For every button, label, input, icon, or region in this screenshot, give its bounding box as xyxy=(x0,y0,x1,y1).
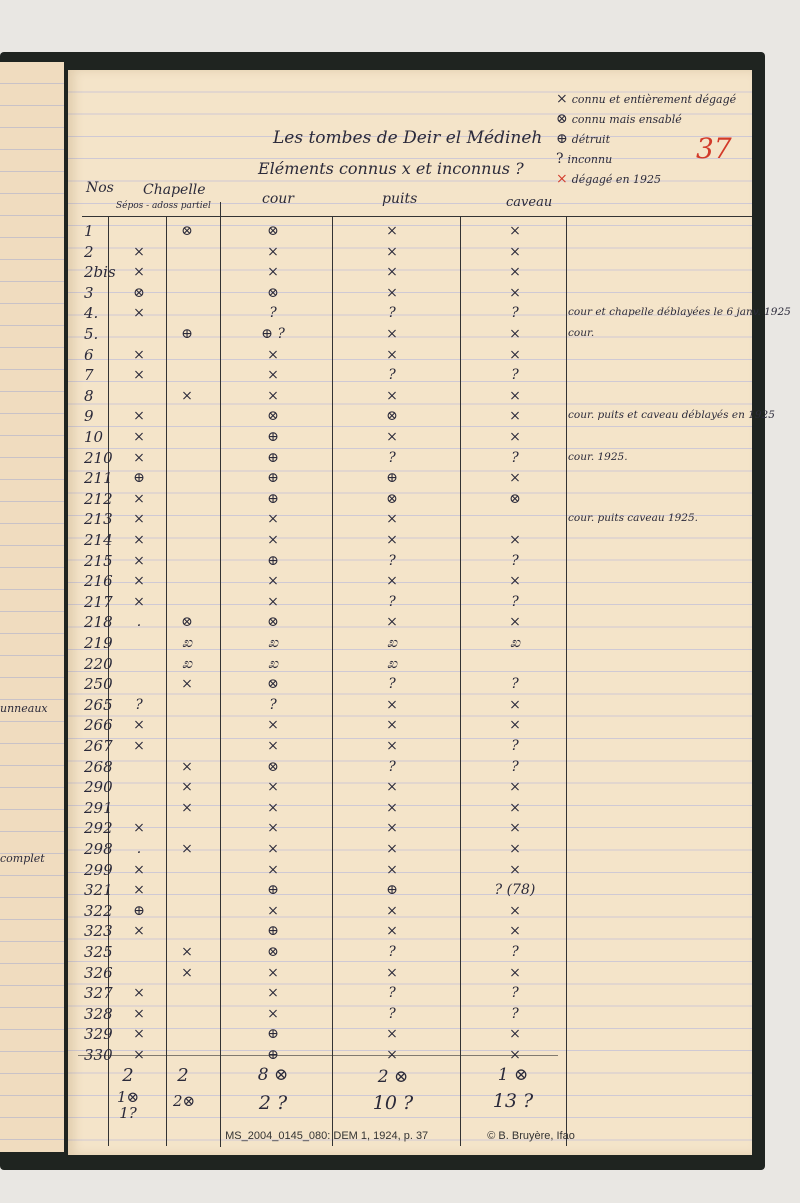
cell-cour: × xyxy=(267,861,279,878)
total-puits-inconnu: 10 ? xyxy=(372,1092,414,1114)
tomb-number: 325 xyxy=(84,943,113,961)
cell-puits: × xyxy=(386,573,398,590)
left-margin-note-1: unneaux xyxy=(0,702,48,715)
header-chapelle-sub: Sépos - adoss partiel xyxy=(116,201,211,211)
cell-cour: × xyxy=(267,964,279,981)
total-cour-inconnu: 2 ? xyxy=(258,1092,288,1114)
cell-cour: × xyxy=(267,367,279,384)
cell-c1: × xyxy=(133,429,145,445)
col-rule-cour xyxy=(332,216,333,1146)
cell-cour: ⊗ xyxy=(267,284,279,301)
cell-puits: ⊗ xyxy=(386,408,398,425)
cell-cour: ⊕ xyxy=(267,429,279,445)
cell-c1: . xyxy=(136,614,142,631)
cell-puits: × xyxy=(386,346,398,363)
cell-caveau: ⊗ xyxy=(509,490,521,507)
cell-caveau: ? xyxy=(511,552,519,569)
tomb-number: 267 xyxy=(84,737,113,755)
cell-cour: ? xyxy=(269,305,277,322)
row-note: cour. puits et caveau déblayés en 1925 xyxy=(568,409,775,422)
row-note: cour. xyxy=(568,327,595,339)
cell-c2: ⊗ xyxy=(181,614,193,631)
legend-text: connu et entièrement dégagé xyxy=(571,93,737,106)
cell-puits: ? xyxy=(388,305,396,322)
cell-puits: ಖ xyxy=(386,655,398,672)
cell-cour: ⊕ xyxy=(267,1026,279,1043)
legend-item xyxy=(556,88,736,107)
legend-item xyxy=(556,128,610,147)
cell-puits: × xyxy=(386,861,398,878)
row-note: cour. puits caveau 1925. xyxy=(568,512,698,525)
total-caveau-ensable: 1 ⊗ xyxy=(497,1065,529,1085)
row-note: cour et chapelle déblayées le 6 janv. 1925 xyxy=(568,306,791,319)
legend-mark-icon: × xyxy=(556,171,568,187)
total-caveau-inconnu: 13 ? xyxy=(492,1090,534,1112)
cell-c1: × xyxy=(133,305,145,322)
tomb-number: 291 xyxy=(84,798,113,817)
cell-puits: × xyxy=(386,964,398,981)
cell-caveau: × xyxy=(509,470,521,487)
cell-cour: × xyxy=(267,779,279,796)
cell-caveau: ? xyxy=(511,676,519,693)
cell-puits: ⊕ xyxy=(386,470,398,487)
cell-caveau: ? xyxy=(511,305,519,322)
cell-c1: × xyxy=(133,449,145,466)
tomb-number: 322 xyxy=(84,901,113,920)
cell-c1: × xyxy=(133,264,145,281)
cell-puits: × xyxy=(386,923,398,940)
legend-mark-icon: ⊗ xyxy=(556,111,568,127)
cell-cour: ⊗ xyxy=(267,408,279,425)
tomb-number: 8 xyxy=(84,386,94,405)
header-chapelle: Chapelle xyxy=(143,182,206,198)
cell-c1: × xyxy=(133,408,145,425)
cell-caveau: × xyxy=(509,696,521,713)
cell-puits: × xyxy=(386,223,398,239)
cell-puits: × xyxy=(386,387,398,404)
cell-cour: × xyxy=(267,346,279,363)
cell-caveau: ? xyxy=(511,593,519,610)
cell-puits: × xyxy=(386,841,398,857)
tomb-number: 299 xyxy=(84,860,113,879)
cell-puits: × xyxy=(386,243,398,260)
tomb-number: 292 xyxy=(84,819,113,838)
cell-cour: ⊕ xyxy=(267,882,279,899)
cell-puits: × xyxy=(386,696,398,713)
cell-c2: × xyxy=(181,964,193,981)
cell-cour: ಖ xyxy=(267,635,279,651)
cell-puits: ? xyxy=(388,758,396,775)
tomb-number: 2bis xyxy=(84,263,116,282)
cell-puits: × xyxy=(386,429,398,445)
row-note: cour. 1925. xyxy=(568,450,628,463)
tomb-number: 5. xyxy=(84,325,99,343)
header-cour: cour xyxy=(262,191,294,207)
cell-c1: × xyxy=(133,552,145,569)
cell-cour: ಖ xyxy=(267,655,279,672)
cell-cour: ⊕ xyxy=(267,470,279,487)
cell-puits: ? xyxy=(388,593,396,610)
cell-cour: × xyxy=(267,573,279,590)
cell-puits: × xyxy=(386,284,398,301)
cell-cour: × xyxy=(267,1005,279,1022)
tomb-number: 214 xyxy=(84,531,113,549)
cell-cour: × xyxy=(267,717,279,734)
page-number: 37 xyxy=(696,132,732,165)
tomb-number: 266 xyxy=(84,716,113,735)
cell-caveau: × xyxy=(509,923,521,940)
cell-c1: × xyxy=(133,882,145,899)
tomb-number: 323 xyxy=(84,922,113,941)
tomb-number: 220 xyxy=(84,654,113,673)
cell-caveau: × xyxy=(509,346,521,363)
cell-puits: × xyxy=(386,1026,398,1043)
cell-puits: × xyxy=(386,779,398,796)
cell-c1: × xyxy=(133,511,145,528)
cell-cour: ⊕ xyxy=(267,490,279,507)
tomb-number: 6 xyxy=(84,345,94,364)
tomb-number: 210 xyxy=(84,448,113,467)
total-cour-ensable: 8 ⊗ xyxy=(257,1065,289,1085)
cell-caveau: ? xyxy=(511,758,519,775)
cell-c2: × xyxy=(181,387,193,404)
cell-c1: . xyxy=(136,841,142,857)
total-puits-ensable: 2 ⊗ xyxy=(377,1067,409,1087)
cell-c1: × xyxy=(133,1026,145,1043)
cell-caveau: × xyxy=(509,902,521,919)
cell-c1: ⊕ xyxy=(133,470,145,487)
tomb-number: 2 xyxy=(84,242,94,261)
total-c1-mid: 1⊗ xyxy=(116,1088,140,1106)
tomb-number: 212 xyxy=(84,489,113,508)
tomb-number: 9 xyxy=(84,407,94,426)
cell-c1: ⊕ xyxy=(133,902,145,919)
cell-cour: ⊗ xyxy=(267,944,279,960)
tomb-number: 329 xyxy=(84,1025,113,1044)
cell-puits: × xyxy=(386,614,398,631)
cell-c1: ? xyxy=(135,696,143,713)
cell-c2: × xyxy=(181,779,193,796)
cell-caveau: × xyxy=(509,284,521,301)
tomb-number: 10 xyxy=(84,428,104,446)
cell-caveau: × xyxy=(509,243,521,260)
left-margin-note-2: complet xyxy=(0,852,45,865)
cell-c1: × xyxy=(133,346,145,363)
cell-puits: × xyxy=(386,738,398,754)
tomb-number: 298 xyxy=(84,840,113,858)
total-c1-bot: 1? xyxy=(119,1104,137,1122)
cell-cour: ⊗ xyxy=(267,676,279,693)
legend-text: détruit xyxy=(571,133,610,146)
cell-c1: × xyxy=(133,717,145,734)
cell-puits: × xyxy=(386,1047,398,1063)
cell-cour: × xyxy=(267,593,279,610)
cell-caveau: × xyxy=(509,717,521,734)
legend-text: inconnu xyxy=(567,153,613,166)
tomb-number: 268 xyxy=(84,757,113,776)
notebook-page xyxy=(68,70,791,1155)
tomb-number: 7 xyxy=(84,366,94,385)
cell-caveau: ? xyxy=(511,985,519,1002)
header-nos: Nos xyxy=(86,180,114,196)
cell-caveau: × xyxy=(509,1047,521,1063)
cell-cour: ⊕ xyxy=(267,552,279,569)
legend-item xyxy=(556,168,661,187)
left-page xyxy=(0,62,64,1152)
cell-cour: ⊕ xyxy=(267,449,279,466)
page-subtitle: Eléments connus x et inconnus ? xyxy=(258,159,524,178)
cell-caveau: × xyxy=(509,223,521,239)
caption-reference: MS_2004_0145_080: DEM 1, 1924, p. 37 xyxy=(225,1130,429,1142)
col-rule-chapelle xyxy=(220,202,221,1147)
cell-cour: × xyxy=(267,799,279,816)
header-rule xyxy=(82,216,752,217)
cell-cour: ⊕ ? xyxy=(261,326,285,342)
cell-caveau: × xyxy=(509,429,521,445)
cell-caveau: × xyxy=(509,532,521,548)
legend-text: connu mais ensablé xyxy=(571,113,682,126)
cell-cour: × xyxy=(267,841,279,857)
cell-c1: × xyxy=(133,573,145,590)
cell-cour: × xyxy=(267,264,279,281)
cell-caveau: ? xyxy=(511,738,519,754)
tomb-number: 217 xyxy=(84,592,113,611)
cell-caveau: × xyxy=(509,573,521,590)
cell-caveau: ? xyxy=(511,944,519,960)
cell-cour: × xyxy=(267,387,279,404)
cell-puits: ? xyxy=(388,985,396,1002)
image-caption xyxy=(0,1130,800,1142)
cell-c1: × xyxy=(133,738,145,754)
col-rule-caveau xyxy=(566,216,567,1146)
cell-c1: × xyxy=(133,243,145,260)
cell-puits: ? xyxy=(388,552,396,569)
cell-caveau: × xyxy=(509,841,521,857)
tomb-number: 211 xyxy=(84,469,113,488)
cell-c2: ⊕ xyxy=(181,326,193,342)
cell-puits: × xyxy=(386,717,398,734)
tomb-number: 326 xyxy=(84,963,113,982)
cell-puits: × xyxy=(386,326,398,342)
cell-c2: ಖ xyxy=(181,635,193,651)
cell-c2: × xyxy=(181,799,193,816)
cell-caveau: × xyxy=(509,387,521,404)
cell-c1: ⊗ xyxy=(133,284,145,301)
cell-caveau: × xyxy=(509,408,521,425)
cell-caveau: × xyxy=(509,779,521,796)
cell-caveau: ? xyxy=(511,449,519,466)
cell-c2: × xyxy=(181,676,193,693)
cell-cour: × xyxy=(267,902,279,919)
cell-puits: × xyxy=(386,902,398,919)
total-c1-top: 2 xyxy=(122,1065,134,1086)
cell-c1: × xyxy=(133,861,145,878)
tomb-number: 215 xyxy=(84,551,113,570)
cell-c1: × xyxy=(133,1047,145,1063)
col-rule-c1 xyxy=(166,216,167,1146)
header-puits: puits xyxy=(382,191,418,207)
cell-cour: ⊕ xyxy=(267,923,279,940)
tomb-number: 4. xyxy=(84,304,99,323)
cell-c2: ⊗ xyxy=(181,223,193,239)
cell-cour: × xyxy=(267,532,279,548)
tomb-number: 290 xyxy=(84,778,113,797)
cell-caveau: × xyxy=(509,964,521,981)
cell-caveau: × xyxy=(509,861,521,878)
cell-caveau: × xyxy=(509,799,521,816)
cell-c1: × xyxy=(133,923,145,940)
cell-caveau: × xyxy=(509,820,521,837)
cell-c2: ಖ xyxy=(181,655,193,672)
cell-caveau: × xyxy=(509,1026,521,1043)
tomb-number: 219 xyxy=(84,634,113,652)
tomb-number: 330 xyxy=(84,1046,113,1064)
cell-puits: ⊕ xyxy=(386,882,398,899)
legend-mark-icon: ⊕ xyxy=(556,131,568,147)
cell-cour: ⊗ xyxy=(267,758,279,775)
tomb-number: 216 xyxy=(84,572,113,591)
cell-puits: × xyxy=(386,532,398,548)
header-caveau: caveau xyxy=(506,195,553,210)
total-c2-mid: 2⊗ xyxy=(172,1092,196,1110)
tomb-number: 250 xyxy=(84,675,113,694)
tomb-number: 3 xyxy=(84,283,94,302)
cell-cour: ⊗ xyxy=(267,223,279,239)
cell-puits: ಖ xyxy=(386,635,398,651)
cell-c1: × xyxy=(133,490,145,507)
total-c2-top: 2 xyxy=(177,1065,189,1086)
page-title: Les tombes de Deir el Médineh xyxy=(273,128,543,148)
cell-c2: × xyxy=(181,944,193,960)
legend-mark-icon: ? xyxy=(556,151,564,167)
cell-caveau: ? xyxy=(511,1005,519,1022)
cell-puits: × xyxy=(386,799,398,816)
cell-cour: × xyxy=(267,820,279,837)
legend-text: dégagé en 1925 xyxy=(571,173,662,186)
cell-c1: × xyxy=(133,985,145,1002)
legend-item xyxy=(556,108,682,127)
tomb-number: 1 xyxy=(84,222,94,240)
cell-puits: ? xyxy=(388,676,396,693)
cell-c1: × xyxy=(133,532,145,548)
col-rule-puits xyxy=(460,216,461,1146)
cell-cour: × xyxy=(267,243,279,260)
cell-caveau: ? (78) xyxy=(494,882,536,899)
cell-puits: ? xyxy=(388,449,396,466)
cell-c1: × xyxy=(133,820,145,837)
cell-c2: × xyxy=(181,758,193,775)
cell-puits: ⊗ xyxy=(386,490,398,507)
cell-caveau: × xyxy=(509,326,521,342)
tomb-number: 213 xyxy=(84,510,113,529)
cell-caveau: ? xyxy=(511,367,519,384)
cell-puits: ? xyxy=(388,944,396,960)
legend-item xyxy=(556,148,612,167)
tomb-number: 321 xyxy=(84,881,113,900)
cell-cour: × xyxy=(267,511,279,528)
caption-copyright: © B. Bruyère, Ifao xyxy=(487,1130,575,1142)
tomb-number: 327 xyxy=(84,984,113,1003)
cell-cour: × xyxy=(267,738,279,754)
cell-puits: × xyxy=(386,264,398,281)
cell-caveau: ಖ xyxy=(509,635,521,651)
cell-c1: × xyxy=(133,1005,145,1022)
cell-cour: ⊗ xyxy=(267,614,279,631)
cell-puits: × xyxy=(386,820,398,837)
legend-mark-icon: × xyxy=(556,91,568,107)
cell-puits: ? xyxy=(388,367,396,384)
cell-c1: × xyxy=(133,367,145,384)
cell-cour: × xyxy=(267,985,279,1002)
cell-caveau: × xyxy=(509,264,521,281)
cell-cour: ⊕ xyxy=(267,1047,279,1063)
cell-cour: ? xyxy=(269,696,277,713)
tomb-number: 328 xyxy=(84,1004,113,1023)
tomb-number: 218 xyxy=(84,613,113,632)
cell-caveau: × xyxy=(509,614,521,631)
cell-c2: × xyxy=(181,841,193,857)
cell-puits: ? xyxy=(388,1005,396,1022)
cell-c1: × xyxy=(133,593,145,610)
tomb-number: 265 xyxy=(84,695,113,714)
cell-puits: × xyxy=(386,511,398,528)
